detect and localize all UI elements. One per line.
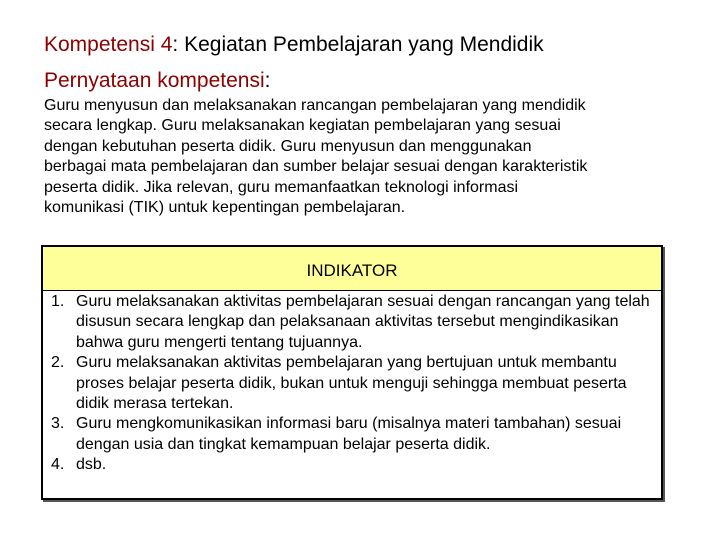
- indicator-item-text: Guru mengkomunikasikan informasi baru (misalnya materi tambahan) sesuai dengan usia dan tingkat kemampuan belajar peserta didik.: [76, 415, 622, 453]
- statement-heading-colon: :: [264, 69, 271, 92]
- indicator-heading: INDIKATOR: [43, 247, 661, 291]
- indicator-list: [43, 292, 661, 476]
- indicator-item-text: dsb.: [76, 456, 107, 474]
- indicator-item-number: 2.: [51, 354, 65, 372]
- indicator-box: [41, 245, 663, 500]
- slide-title: [44, 32, 544, 58]
- indicator-item-number: 4.: [51, 456, 65, 474]
- indicator-item: [43, 292, 661, 353]
- statement-heading: [44, 68, 270, 94]
- title-competency-name: : Kegiatan Pembelajaran yang Mendidik: [172, 33, 544, 56]
- indicator-item-number: 1.: [51, 293, 65, 310]
- indicator-item: [43, 353, 661, 414]
- indicator-item-text: Guru melaksanakan aktivitas pembelajaran yang bertujuan untuk membantu proses belajar peserta didik, bukan untuk menguji sehingga membuat peserta didik merasa tertekan.: [76, 354, 627, 413]
- competency-statement: Guru menyusun dan melaksanakan rancangan pembelajaran yang mendidik secara lengkap. Guru melaksanakan kegiatan pembelajaran yang sesuai dengan kebutuhan peserta didik. Guru menyusun dan menggunakan berbagai mata pembelajaran dan sumber belajar sesuai dengan karakteristik peserta didik. Jika relevan, guru memanfaatkan teknologi informasi komunikasi (TIK) untuk kepentingan pembelajaran.: [44, 97, 588, 217]
- statement-heading-label: Pernyataan kompetensi: [44, 69, 265, 92]
- indicator-item: [43, 414, 661, 455]
- indicator-item: [43, 455, 661, 475]
- title-competency-number: Kompetensi 4: [44, 33, 173, 56]
- indicator-item-text: Guru melaksanakan aktivitas pembelajaran sesuai dengan rancangan yang telah disusun secara lengkap dan pelaksanaan aktivitas tersebut mengindikasikan bahwa guru mengerti tentang tujuannya.: [76, 293, 650, 351]
- indicator-item-number: 3.: [51, 415, 65, 433]
